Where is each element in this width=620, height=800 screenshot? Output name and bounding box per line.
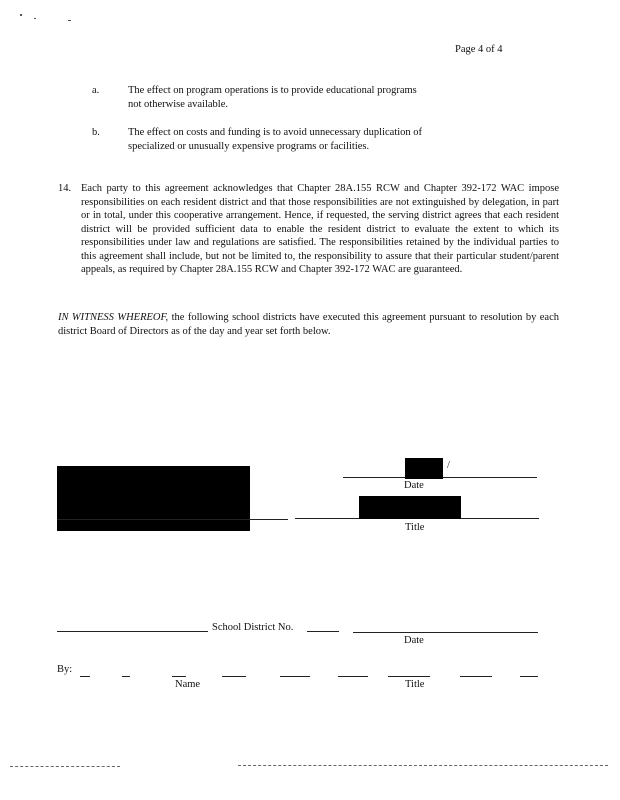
item-14-text: Each party to this agreement acknowledges that Chapter 28A.155 RCW and Chapter 392-172 WAC impose responsibilities on each resident district and that those responsibilities are not extinguished by delegation, in part or in total, under this cooperative arrangement. Hence, if requested, the serving district agrees that each resident district will be provided sufficient data to enable the resident district to evaluate the extent to which its responsibilities under law and regulations are satisfied. The responsibilities retained by the individual parties to this agreement shall include, but not be limited to, the responsibility to assure that their particular student/parent appeals, as required by Chapter 28A.155 RCW and Chapter 392-172 WAC are guaranteed. [81,183,559,275]
item-14-number: 14. [58,183,72,194]
date-label-2: Date [404,635,424,646]
title-label-2: Title [405,679,425,690]
by-label: By: [57,664,73,675]
by-line-segment [172,676,186,677]
scan-artifact [34,18,36,19]
name-label: Name [175,679,201,690]
redaction-box-signature [57,466,250,531]
scan-artifact [20,14,22,16]
date-slash: / [447,460,450,471]
subitem-b-marker: b. [92,127,100,138]
witness-paragraph [58,311,559,338]
by-line-segment [460,676,492,677]
subitem-b-text: The effect on costs and funding is to avoid unnecessary duplication of specialized or unusually expensive programs or facilities. [128,127,423,152]
witness-text: the following school districts have executed this agreement pursuant to resolution by each district Board of Directors as of the day and year set forth below. [58,312,560,337]
signature-line-2 [57,631,208,632]
date-label-1: Date [404,480,424,491]
by-line-segment [338,676,368,677]
school-district-label: School District No. [212,622,294,633]
by-line-segment [388,676,430,677]
by-line-segment [222,676,246,677]
page-number: Page 4 of 4 [455,44,503,55]
scan-bottom-edge [238,765,608,766]
redaction-box-date [405,458,443,479]
by-line-segment [520,676,538,677]
scan-artifact [68,20,71,21]
title-label-1: Title [405,522,425,533]
scan-bottom-edge [10,766,120,767]
witness-lead: IN WITNESS WHEREOF, [58,312,169,323]
subitem-a-text: The effect on program operations is to provide educational programs not otherwise available. [128,85,417,110]
subitem-a-marker: a. [92,85,100,96]
by-line-segment [80,676,90,677]
redaction-box-title [359,496,461,519]
district-number-line [307,631,339,632]
by-line-segment [122,676,130,677]
by-line-segment [280,676,310,677]
signature-line-1 [57,519,288,520]
date-line-2 [353,632,538,633]
